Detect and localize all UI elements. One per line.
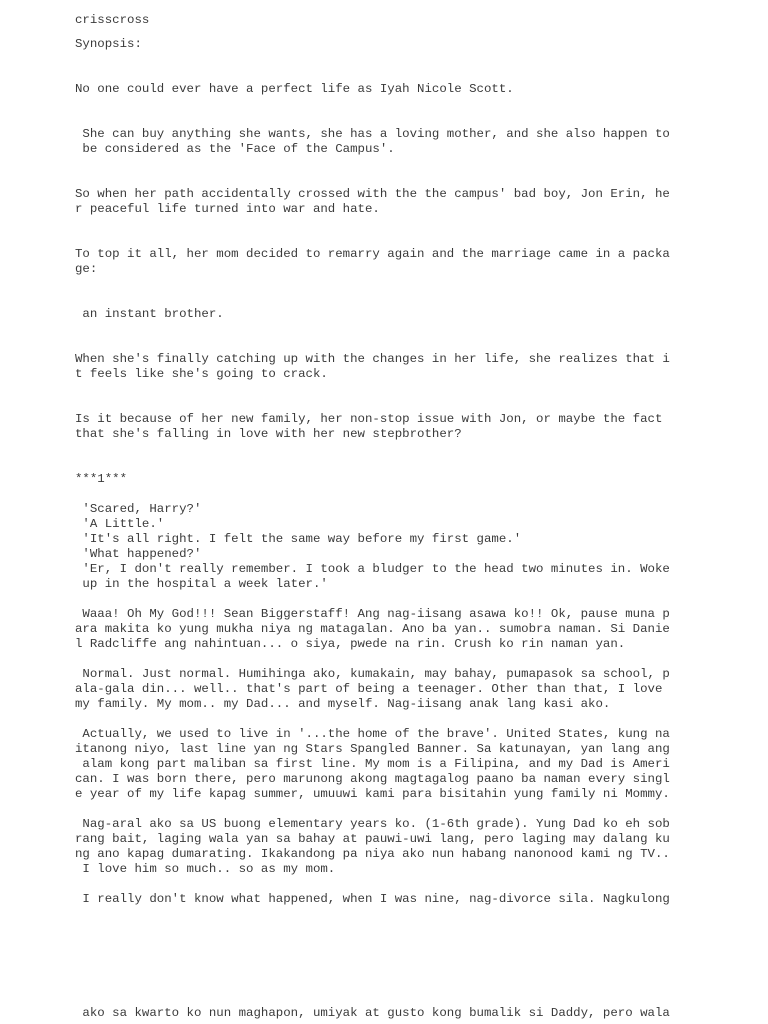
paragraph-line: Normal. Just normal. Humihinga ako, kumakain, may bahay, pumapasok sa school, p: [75, 667, 670, 681]
synopsis-line: When she's finally catching up with the changes in her life, she realizes that i: [75, 352, 670, 366]
synopsis-line: that she's falling in love with her new stepbrother?: [75, 427, 462, 441]
paragraph-line: I love him so much.. so as my mom.: [75, 862, 336, 876]
dialogue-line: 'Er, I don't really remember. I took a bludger to the head two minutes in. Woke: [75, 562, 670, 576]
dialogue-line: 'What happened?': [75, 547, 202, 561]
synopsis-line: Is it because of her new family, her non-stop issue with Jon, or maybe the fact: [75, 412, 663, 426]
dialogue-line: up in the hospital a week later.': [75, 577, 328, 591]
document-body: [75, 13, 685, 907]
paragraph-line: e year of my life kapag summer, umuuwi kami para bisitahin yung family ni Mommy.: [75, 787, 670, 801]
paragraph-line: rang bait, laging wala yan sa bahay at pauwi-uwi lang, pero laging may dalang ku: [75, 832, 670, 846]
document-title: crisscross: [75, 13, 150, 27]
paragraph-line: can. I was born there, pero marunong akong magtagalog paano ba naman every singl: [75, 772, 670, 786]
paragraph-line: alam kong part maliban sa first line. My mom is a Filipina, and my Dad is Ameri: [75, 757, 670, 771]
chapter-marker: ***1***: [75, 472, 128, 486]
paragraph-line: Actually, we used to live in '...the home of the brave'. United States, kung na: [75, 727, 670, 741]
synopsis-line: ge:: [75, 262, 98, 276]
paragraph-line: Waaa! Oh My God!!! Sean Biggerstaff! Ang nag-iisang asawa ko!! Ok, pause muna p: [75, 607, 670, 621]
paragraph-line: my family. My mom.. my Dad... and myself. Nag-iisang anak lang kasi ako.: [75, 697, 611, 711]
paragraph-line: Nag-aral ako sa US buong elementary years ko. (1-6th grade). Yung Dad ko eh sob: [75, 817, 670, 831]
paragraph-line: ala-gala din... well.. that's part of being a teenager. Other than that, I love: [75, 682, 663, 696]
synopsis-line: No one could ever have a perfect life as Iyah Nicole Scott.: [75, 82, 514, 96]
paragraph-line: itanong niyo, last line yan ng Stars Spangled Banner. Sa katunayan, yan lang ang: [75, 742, 670, 756]
synopsis-line: t feels like she's going to crack.: [75, 367, 328, 381]
dialogue-line: 'Scared, Harry?': [75, 502, 202, 516]
paragraph-line: l Radcliffe ang nahintuan... o siya, pwede na rin. Crush ko rin naman yan.: [75, 637, 626, 651]
dialogue-line: 'It's all right. I felt the same way before my first game.': [75, 532, 522, 546]
synopsis-line: So when her path accidentally crossed with the the campus' bad boy, Jon Erin, he: [75, 187, 670, 201]
paragraph-line: ng ano kapag dumarating. Ikakandong pa niya ako nun habang nanonood kami ng TV..: [75, 847, 670, 861]
synopsis-line: be considered as the 'Face of the Campus'.: [75, 142, 395, 156]
paragraph-line: ara makita ko yung mukha niya ng matagalan. Ano ba yan.. sumobra naman. Si Danie: [75, 622, 670, 636]
synopsis-line: To top it all, her mom decided to remarry again and the marriage came in a packa: [75, 247, 670, 261]
paragraph-line: I really don't know what happened, when I was nine, nag-divorce sila. Nagkulong: [75, 892, 670, 906]
continuation-line: ako sa kwarto ko nun maghapon, umiyak at gusto kong bumalik si Daddy, pero wala: [75, 1006, 670, 1020]
synopsis-line: She can buy anything she wants, she has a loving mother, and she also happen to: [75, 127, 670, 141]
synopsis-line: r peaceful life turned into war and hate.: [75, 202, 380, 216]
synopsis-line: an instant brother.: [75, 307, 224, 321]
synopsis-heading: Synopsis:: [75, 37, 142, 51]
dialogue-line: 'A Little.': [75, 517, 165, 531]
